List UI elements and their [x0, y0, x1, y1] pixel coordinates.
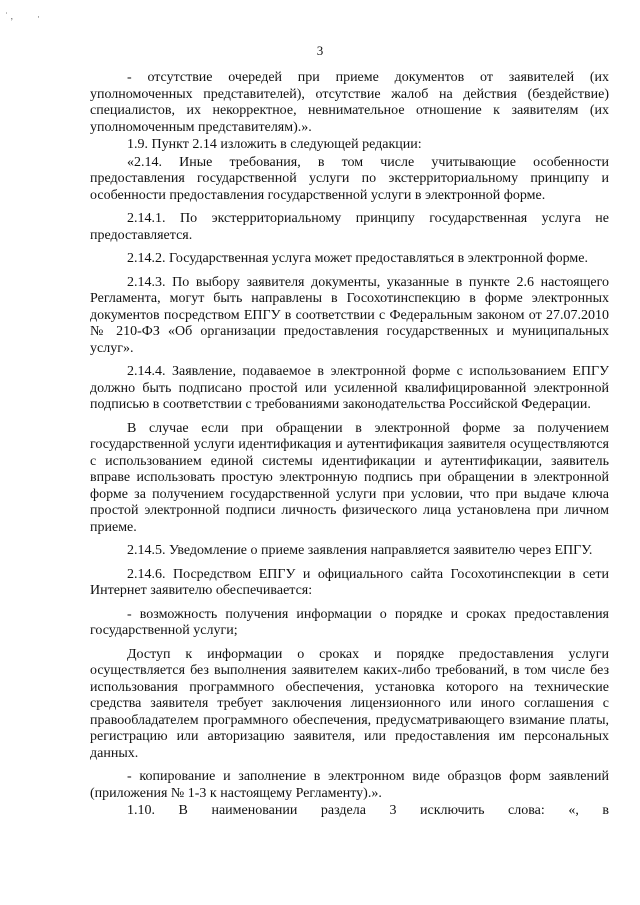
document-body [90, 70, 609, 821]
paragraph: Доступ к информации о сроках и порядке предоставления услуги осуществляется без выполнения заявителем каких-либо требований, в том числе без использования программного обеспечения, установка которого на технические средства заявителя требует заключения лицензионного или иного соглашения с правообладателем программного обеспечения, предусматривающего взимание платы, регистрацию или авторизацию заявителя, или предоставления им персональных данных. [90, 646, 609, 761]
paragraph: 2.14.2. Государственная услуга может предоставляться в электронной форме. [127, 251, 588, 266]
paragraph: 2.14.1. По экстерриториальному принципу государственная услуга не предоставляется. [90, 211, 609, 243]
paragraph: «2.14. Иные требования, в том числе учитывающие особенности предоставления государственной услуги по экстерриториальному принципу и особенности предоставления государственной услуги в электронной форме. [90, 154, 609, 203]
paragraph: - отсутствие очередей при приеме документов от заявителей (их уполномоченных представителей), отсутствие жалоб на действия (бездействие) специалистов, их некорректное, невнимательное отношение к заявителям (их уполномоченным представителям).». [90, 70, 609, 135]
list-item: - копирование и заполнение в электронном виде образцов форм заявлений (приложения № 1-3 к настоящему Регламенту).». [90, 769, 609, 801]
paragraph: В случае если при обращении в электронной форме за получением государственной услуги идентификация и аутентификация заявителя осуществляются с использованием единой системы идентификации и аутентификации, заявитель вправе использовать простую электронную подпись при обращении в электронной форме за получением государственной услуги при условии, что при выдаче ключа простой электронной подписи личность физического лица установлена при личном приеме. [90, 420, 609, 535]
paragraph: 2.14.5. Уведомление о приеме заявления направляется заявителю через ЕПГУ. [127, 543, 593, 558]
paragraph: 2.14.3. По выбору заявителя документы, указанные в пункте 2.6 настоящего Регламента, могут быть направлены в Госохотинспекцию в форме электронных документов посредством ЕПГУ в соответствии с Федеральным законом от 27.07.2010 № 210-ФЗ «Об организации предоставления государственных и муниципальных услуг». [90, 274, 609, 356]
page-number: 3 [316, 43, 324, 58]
paragraph: 2.14.6. Посредством ЕПГУ и официального сайта Госохотинспекции в сети Интернет заявителю обеспечивается: [90, 566, 609, 598]
paragraph: 2.14.4. Заявление, подаваемое в электронной форме с использованием ЕПГУ должно быть подписано простой или усиленной квалифицированной электронной подписью в соответствии с требованиями законодательства Российской Федерации. [90, 364, 609, 412]
list-item: - возможность получения информации о порядке и сроках предоставления государственной услуги; [90, 606, 609, 638]
paragraph: 1.10. В наименовании раздела 3 исключить слова: «, в [127, 803, 609, 818]
paragraph: 1.9. Пункт 2.14 изложить в следующей редакции: [127, 137, 422, 152]
scan-mark: ˙ ‚ [5, 11, 14, 21]
scan-mark: · [37, 12, 40, 22]
